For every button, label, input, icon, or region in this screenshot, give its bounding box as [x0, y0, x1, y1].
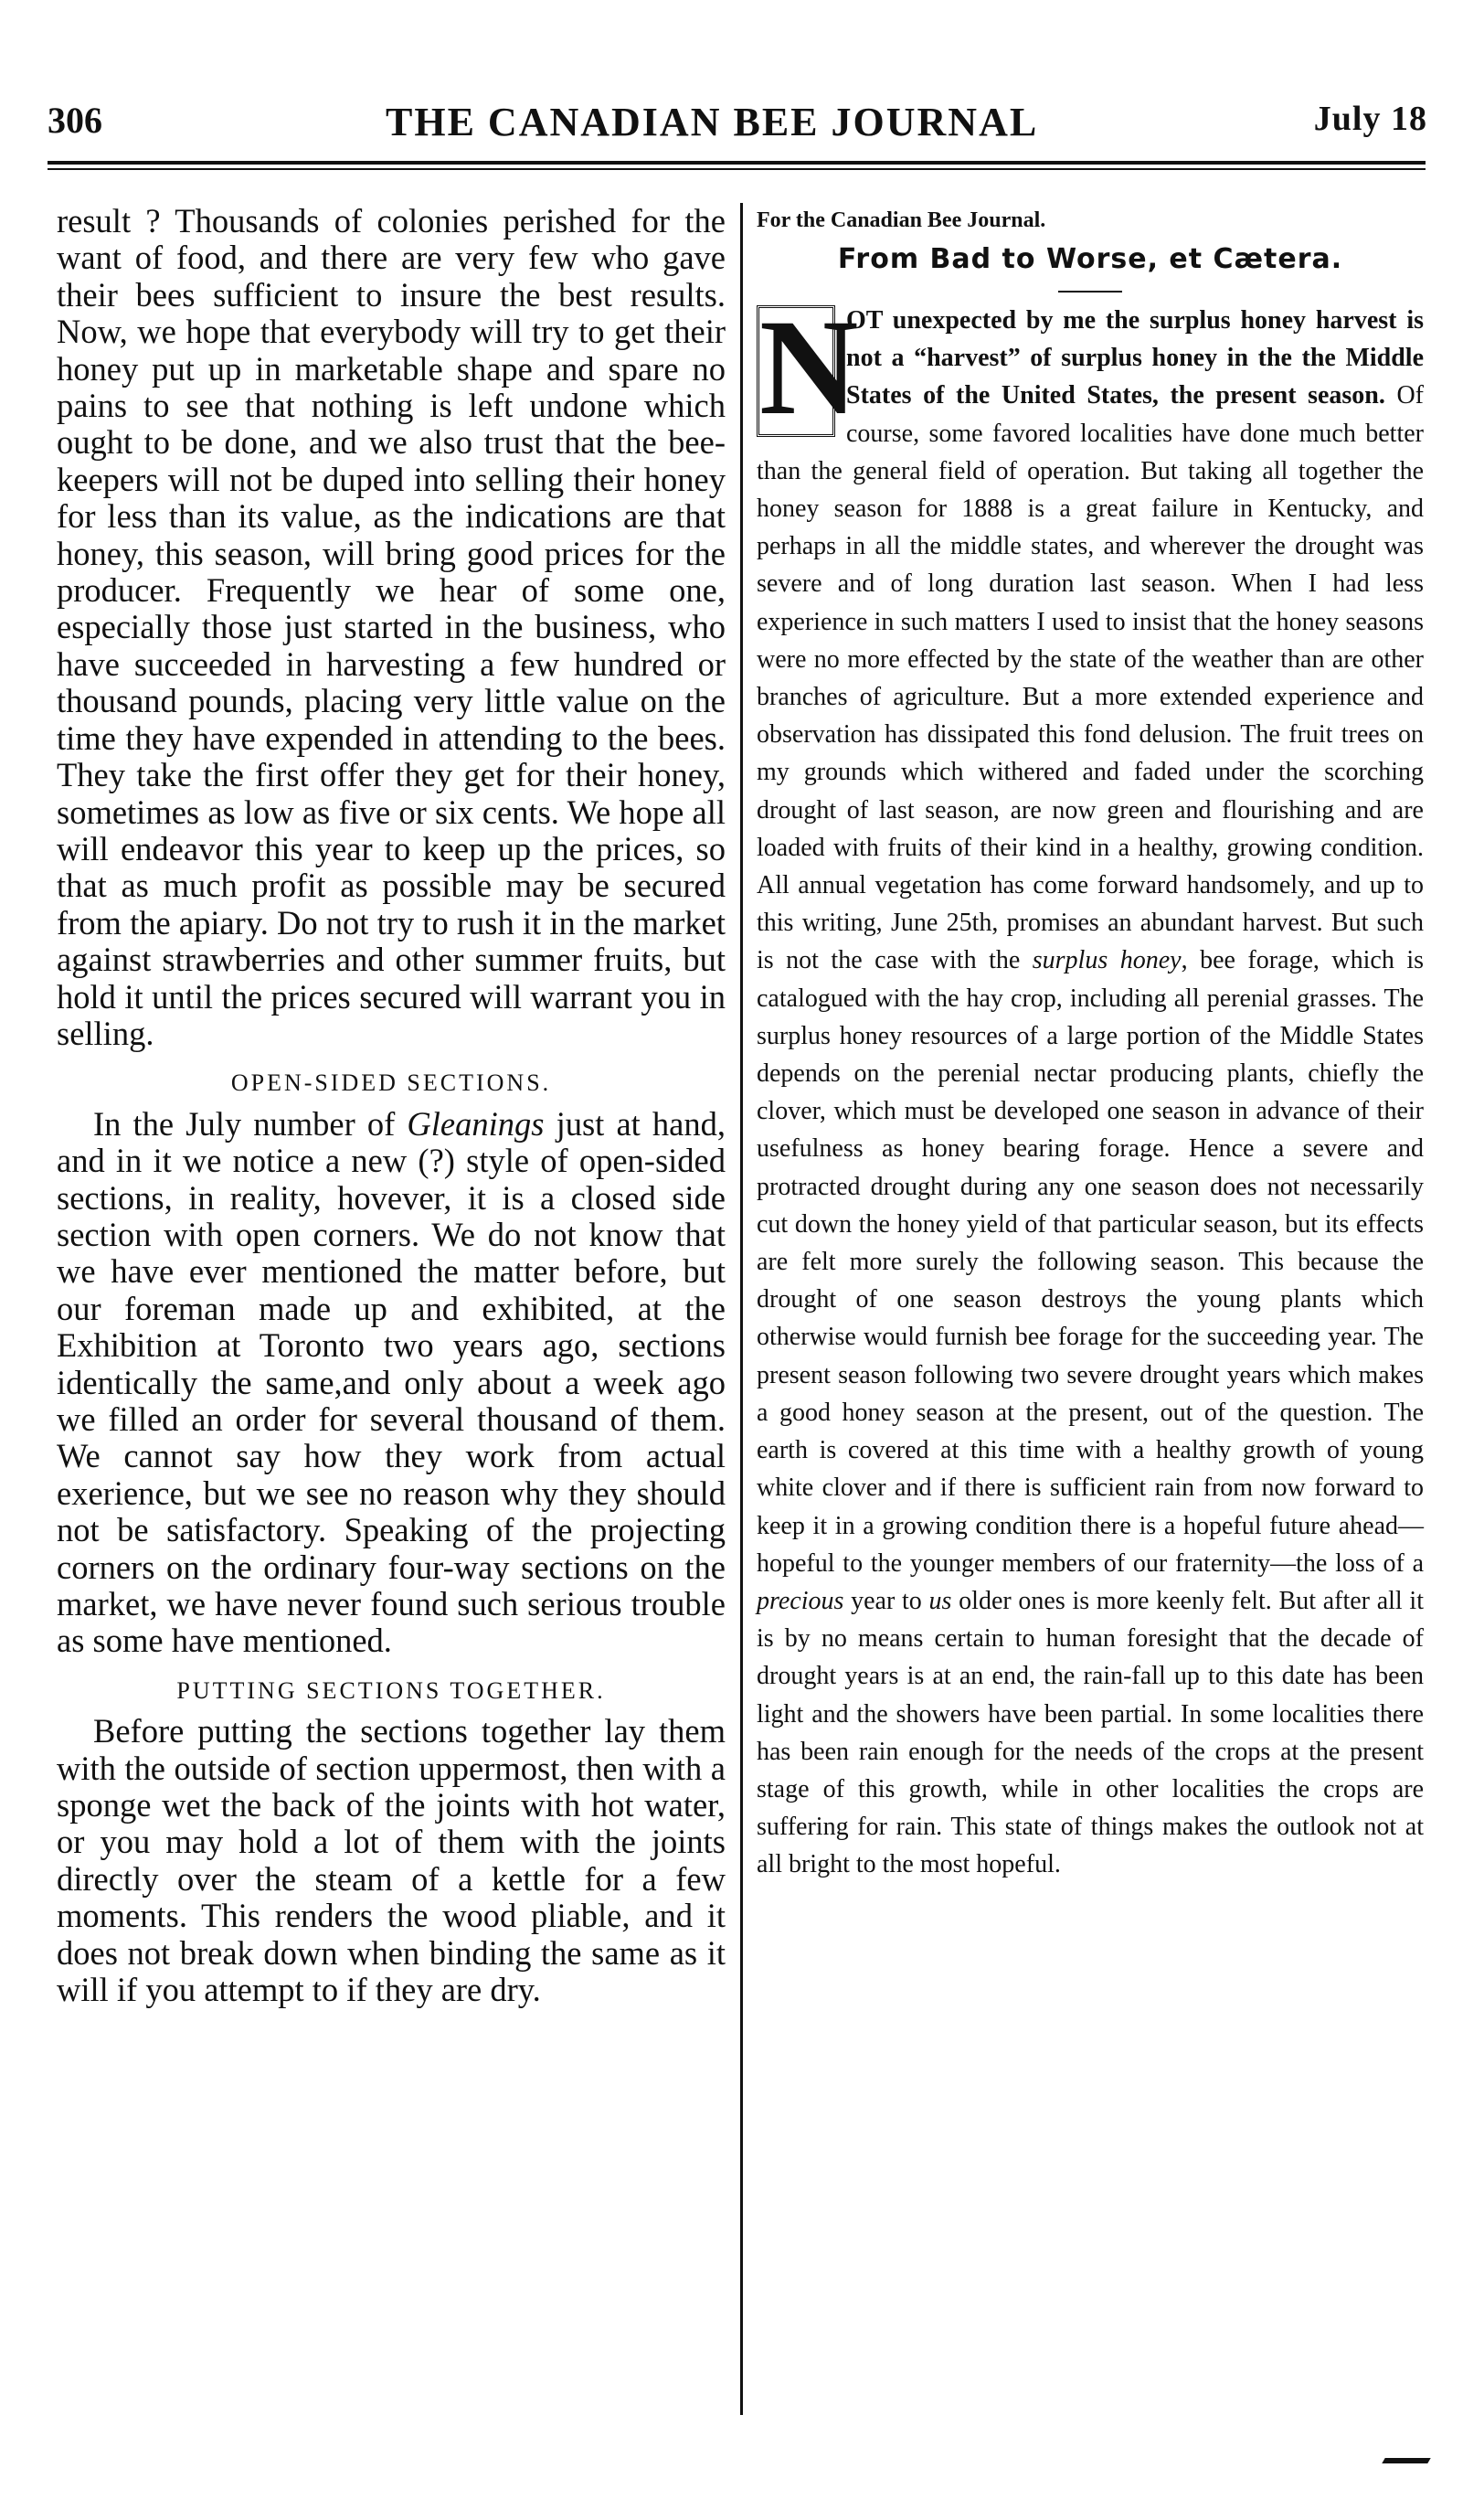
page-header — [48, 99, 1427, 154]
gleanings-title: Gleanings — [407, 1104, 545, 1143]
section-heading-open-sided: OPEN-SIDED SECTIONS. — [230, 1069, 552, 1097]
title-rule — [1058, 291, 1122, 293]
article-credit: For the Canadian Bee Journal. — [757, 208, 1046, 232]
column-divider — [740, 203, 743, 2415]
journal-title: THE CANADIAN BEE JOURNAL — [386, 100, 1039, 144]
editorial-paragraph-2: In the July number of Gleanings just at hand, and in it we notice a new (?) style of open-sided sections, in reality, hovever, it is a closed side section with open corners. We do not know that we have ever mentioned the matter before, but our foreman made up and exhibited, at the Exhibition at Toronto two years ago, sections identically the same,and only about a week ago we filled an order for several thousand of them. We cannot say how they work from actual exerience, but we see no reason why they should not be satisfactory. Speaking of the projecting corners on the ordinary four-way sections on the market, we have never found such serious trouble as some have mentioned. — [57, 1104, 726, 1660]
editorial-paragraph-1: result ? Thousands of colonies perished for the want of food, and there are very few who gave their bees sufficient to insure the best results. Now, we hope that everybody will try to get their honey put up in marketable shape and spare no pains to see that nothing is left undone which ought to be done, and we also trust that the bee-keepers will not be duped into selling their honey for less than its value, as the indications are that honey, this season, will bring good prices for the producer. Frequently we hear of some one, especially those just started in the business, who have succeeded in harvesting a few hundred or thousand pounds, placing very little value on the time they have expended in attending to the bees. They take the first offer they get for their honey, sometimes as low as five or six cents. We hope all will endeavor this year to keep up the prices, so that as much profit as possible may be secured from the apiary. Do not try to rush it in the market against strawberries and other summer fruits, but hold it until the prices secured will warrant you in selling. — [57, 202, 726, 1052]
section-heading-putting-together: PUTTING SECTIONS TOGETHER. — [176, 1676, 606, 1704]
left-column — [57, 203, 726, 2009]
page-number: 306 — [48, 100, 102, 141]
page-edge-mark — [1382, 2458, 1430, 2463]
drop-cap-letter: N — [757, 305, 835, 437]
article-title: From Bad to Worse, et Cætera. — [837, 243, 1343, 275]
issue-date: July 18 — [1313, 100, 1427, 138]
article-intro: OT unexpected by me the surplus honey harvest is not a “harvest” of surplus honey in the the Middle States of the United States, the present season. — [846, 306, 1424, 410]
article-body: N OT unexpected by me the surplus honey harvest is not a “harvest” of surplus honey in the the Middle States of the United States, the present season. Of course, some favored localities have done much better than the general field of operation. But taking all together the honey season for 1888 is a great failure in Kentucky, and perhaps in all the middle states, and wherever the drought was severe and of long duration last season. When I had less experience in such matters I used to insist that the honey seasons were no more effected by the state of the weather than are other branches of agriculture. But a more extended experience and observation has dissipated this fond delusion. The fruit trees on my grounds which withered and faded under the scorching drought of last season, are now green and flourishing and are loaded with fruits of their kind in a healthy, growing condition. All annual vegetation has come forward handsomely, and up to this writing, June 25th, promises an abundant harvest. But such is not the case with the surplus honey, bee forage, which is catalogued with the hay crop, including all perenial grasses. The surplus honey resources of a large portion of the Middle States depends on the perenial nectar producing plants, chiefly the clover, which must be developed one season in advance of their usefulness as honey bearing forage. Hence a severe and protracted drought during any one season does not necessarily cut down the honey yield of that particular season, but its effects are felt more surely the following season. This because the drought of one season destroys the young plants which otherwise would furnish bee forage for the succeeding year. The present season following two severe drought years which makes a good honey season at the present, out of the question. The earth is covered at this time with a healthy growth of young white clover and if there is sufficient rain from now forward to keep it in a growing condition there is a hopeful future ahead—hopeful to the younger members of our fraternity—the loss of a precious year to us older ones is more keenly felt. But after all it is by no means certain to human foresight that the decade of drought years is at an end, the rain-fall up to this date has been light and the showers have been partial. In some localities there has been rain enough for the needs of the crops at the present stage of this growth, while in other localities the crops are suffering for rain. This state of things makes the outlook not at all bright to the most hopeful. — [757, 292, 1425, 1879]
header-rule-thin — [48, 168, 1426, 170]
header-rule-thick — [48, 161, 1426, 165]
editorial-paragraph-3: Before putting the sections together lay them with the outside of section uppermost, then with a sponge wet the back of the joints with hot water, or you may hold a lot of them with the joints directly over the steam of a kettle for a few moments. This renders the wood pliable, and it does not break down when binding the same as it will if you attempt to if they are dry. — [57, 1712, 726, 2009]
right-column — [757, 205, 1424, 1884]
